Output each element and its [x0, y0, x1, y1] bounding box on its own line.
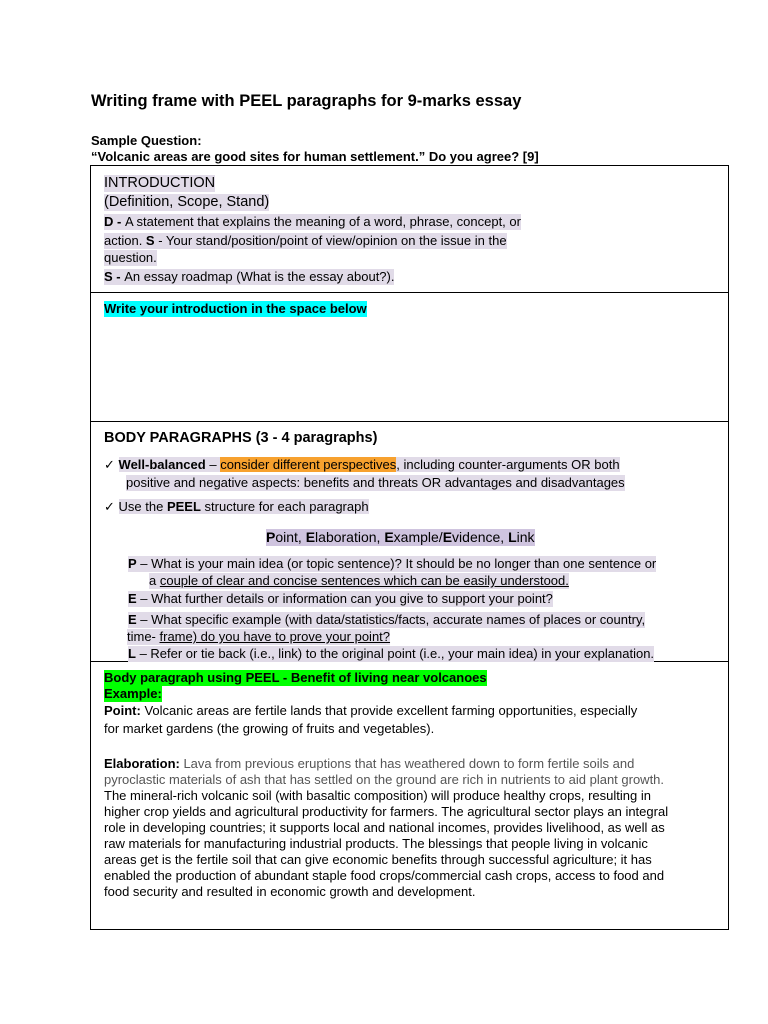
stand-text: - Your stand/position/point of view/opinion on the issue in the	[154, 233, 507, 248]
write-introduction-cell[interactable]	[91, 293, 728, 422]
elaboration-line-5: role in developing countries; it supports local and national incomes, provides livelihood, as well as	[104, 820, 665, 835]
scope-line	[104, 269, 394, 285]
example-green-title: Body paragraph using PEEL - Benefit of living near volcanoes	[104, 670, 487, 685]
example-label: Example:	[104, 686, 162, 701]
elaboration-label: Elaboration:	[104, 756, 180, 771]
peel-point-line-2: a couple of clear and concise sentences which can be easily understood.	[149, 573, 569, 588]
elaboration-line-6: raw materials for manufacturing industrial products. The blessings that people living in volcanic	[104, 836, 648, 851]
point-text: Volcanic areas are fertile lands that provide excellent farming opportunities, especially	[140, 703, 638, 718]
well-balanced-dash: –	[205, 457, 221, 472]
stand-line-1	[104, 233, 507, 249]
sample-question-block	[91, 133, 539, 165]
peel-example-underlined: frame) do you have to prove your point?	[159, 629, 391, 644]
peel-example-key: E	[128, 612, 137, 627]
well-balanced-highlight: consider different perspectives	[220, 457, 397, 472]
definition-text-cont: action.	[104, 233, 146, 248]
introduction-subheading: (Definition, Scope, Stand)	[104, 194, 270, 210]
peel-link-key: L	[128, 646, 136, 661]
writing-frame-table	[90, 165, 729, 930]
introduction-cell	[91, 166, 728, 293]
peel-point-key: P	[128, 556, 137, 571]
elaboration-line-7: areas get is the fertile soil that can give economic benefits through successful agriculture; it has	[104, 852, 652, 867]
peel-point-line-1	[128, 556, 656, 572]
peel-point-text: – What is your main idea (or topic sentence)? It should be no longer than one sentence or	[136, 556, 657, 571]
peel-link-line	[128, 646, 654, 662]
definition-line-1	[104, 214, 521, 230]
check-mark-icon: ✓	[104, 499, 115, 514]
elaboration-line-3: The mineral-rich volcanic soil (with basaltic composition) will produce healthy crops, resulting in	[104, 788, 651, 803]
peel-example-text: – What specific example (with data/statistics/facts, accurate names of places or country,	[136, 612, 646, 627]
well-balanced-label: Well-balanced	[118, 457, 206, 472]
elaboration-line-8: enabled the production of abundant staple food crops/commercial cash crops, access to food and	[104, 868, 665, 883]
sample-question-text: “Volcanic areas are good sites for human settlement.” Do you agree? [9]	[91, 149, 539, 164]
point-line-2: for market gardens (the growing of fruits and vegetables).	[104, 721, 435, 736]
example-paragraph-cell	[91, 662, 728, 930]
peel-point-underlined: couple of clear and concise sentences which can be easily understood.	[159, 573, 569, 588]
peel-link-text: – Refer or tie back (i.e., link) to the original point (i.e., your main idea) in your explanation.	[135, 646, 655, 661]
definition-text: A statement that explains the meaning of a word, phrase, concept, or	[124, 214, 521, 229]
elaboration-line-4: higher crop yields and agricultural productivity for farmers. The agricultural sector plays an integral	[104, 804, 669, 819]
peel-elaboration-line	[128, 591, 553, 607]
peel-elaboration-key: E	[128, 591, 137, 606]
well-balanced-line-1	[104, 457, 620, 473]
body-paragraphs-heading: BODY PARAGRAPHS (3 - 4 paragraphs)	[104, 430, 378, 446]
stand-key: S	[145, 233, 155, 248]
elaboration-text: Lava from previous eruptions that has weathered down to form fertile soils and	[179, 756, 635, 771]
peel-acronym: Point, Elaboration, Example/Evidence, Link	[266, 529, 535, 545]
well-balanced-rest: , including counter-arguments OR both	[396, 457, 620, 472]
stand-line-2: question.	[104, 250, 157, 265]
elaboration-line-9: food security and resulted in economic growth and development.	[104, 884, 476, 899]
peel-structure-line	[104, 499, 369, 515]
page-title: Writing frame with PEEL paragraphs for 9-marks essay	[91, 92, 522, 110]
check-mark-icon: ✓	[104, 457, 115, 472]
peel-elaboration-text: – What further details or information can you give to support your point?	[136, 591, 553, 606]
body-paragraphs-cell	[91, 422, 728, 662]
definition-key: D -	[104, 214, 125, 229]
peel-example-line-1	[128, 612, 645, 628]
introduction-heading: INTRODUCTION	[104, 175, 216, 191]
write-introduction-prompt: Write your introduction in the space below	[104, 301, 367, 316]
elaboration-line-2: pyroclastic materials of ash that has settled on the ground are rich in nutrients to aid plant growth.	[104, 772, 665, 787]
peel-example-line-2: time- frame) do you have to prove your point?	[127, 629, 391, 644]
well-balanced-line-2: positive and negative aspects: benefits and threats OR advantages and disadvantages	[126, 475, 625, 490]
scope-text: An essay roadmap (What is the essay about?).	[124, 269, 395, 284]
point-line-1	[104, 703, 637, 719]
peel-use-text: Use the PEEL structure for each paragraph	[118, 499, 369, 514]
scope-key: S -	[104, 269, 125, 284]
sample-question-label: Sample Question:	[91, 133, 202, 148]
elaboration-line-1	[104, 756, 634, 772]
point-label: Point:	[104, 703, 141, 718]
